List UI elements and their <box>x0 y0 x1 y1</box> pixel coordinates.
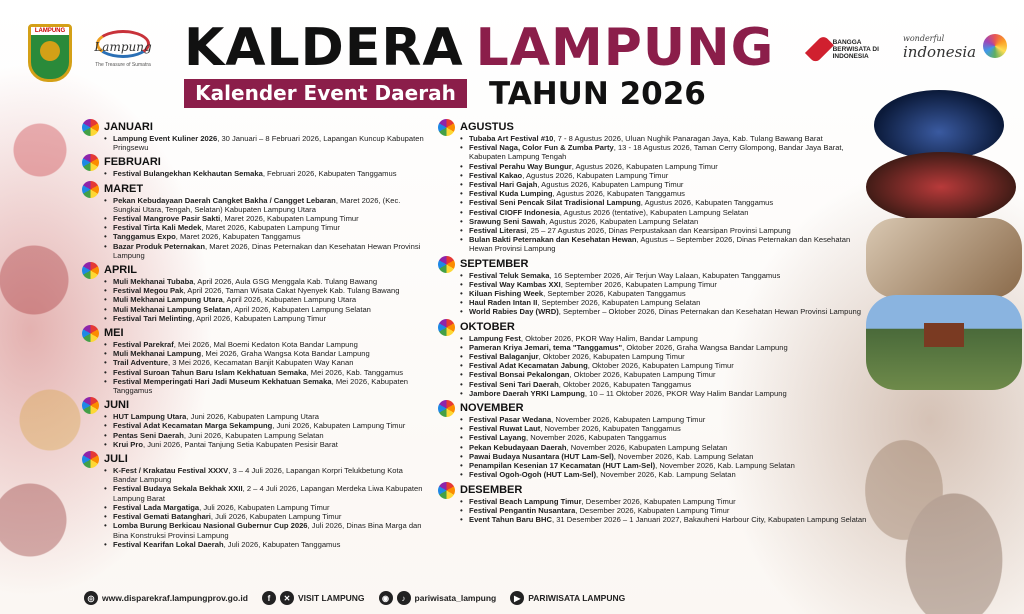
event-name: Event Tahun Baru BHC <box>469 514 552 524</box>
event-details: , Desember 2026, Kabupaten Lampung Timur <box>575 505 730 515</box>
event-list <box>460 134 868 254</box>
event-name: Festival CIOFF Indonesia <box>469 207 560 217</box>
tiktok-icon: ♪ <box>397 591 411 605</box>
flower-bullet-icon <box>82 181 99 198</box>
event-item <box>104 349 427 358</box>
month-heading: JANUARI <box>104 121 153 133</box>
event-details: , Maret 2026, Kabupaten Lampung Timur <box>201 223 340 233</box>
x-icon: ✕ <box>280 591 294 605</box>
month-block-agustus <box>438 120 868 254</box>
event-name: Festival Kakao <box>469 170 523 180</box>
traditional-house-photo <box>866 295 1022 390</box>
event-details: , November 2026, Kabupaten Tanggamus <box>540 424 681 434</box>
dance-performance-photo <box>874 90 1004 160</box>
event-item <box>104 521 427 539</box>
event-name: Festival Megou Pak <box>113 286 184 296</box>
event-details: , Oktober 2026, Kabupaten Tanggamus <box>558 379 692 389</box>
event-details: , Maret 2026, Kabupaten Lampung Timur <box>220 214 359 224</box>
event-item <box>460 361 868 370</box>
event-details: , Agustus 2026, Kabupaten Lampung Timur <box>537 180 684 190</box>
event-item <box>460 162 868 171</box>
event-details: , Oktober 2026, Kabupaten Lampung Timur <box>538 352 685 362</box>
month-heading: AGUSTUS <box>460 121 514 133</box>
event-name: Kiluan Fishing Week <box>469 289 544 299</box>
event-list <box>104 340 427 395</box>
event-item <box>104 314 427 323</box>
month-heading: FEBRUARI <box>104 156 161 169</box>
month-block-april <box>82 263 427 323</box>
event-details: , November 2026, Kabupaten Tanggamus <box>525 433 667 443</box>
flower-bullet-icon <box>438 400 455 417</box>
event-name: Festival Naga, Color Fun & Zumba Party <box>469 143 614 153</box>
month-block-mei <box>82 326 427 395</box>
event-details: , Maret 2026, Dinas Peternakan dan Kesehatan Hewan Provinsi Lampung <box>113 241 421 260</box>
event-details: , Oktober 2026, PKOR Way Halim, Bandar Lampung <box>520 333 698 343</box>
event-details: , September 2026, Kabupaten Tanggamus <box>543 289 686 299</box>
flower-bullet-icon <box>82 119 99 136</box>
subtitle-banner: Kalender Event Daerah <box>184 79 467 108</box>
event-item <box>460 189 868 198</box>
photo-collage <box>866 90 1022 390</box>
event-item <box>460 461 868 470</box>
event-name: Festival Seni Pencak Silat Tradisional Lampung <box>469 198 641 208</box>
title-kaldera: KALDERA <box>184 18 464 78</box>
event-name: Festival Teluk Semaka <box>469 270 550 280</box>
footer <box>0 586 860 610</box>
event-item <box>104 295 427 304</box>
event-item <box>460 443 868 452</box>
event-name: Tanggamus Expo <box>113 232 176 242</box>
event-item <box>460 380 868 389</box>
event-name: Festival Tari Melinting <box>113 313 193 323</box>
event-details: , Maret 2026, Kabupaten Tanggamus <box>175 232 301 242</box>
event-item <box>104 412 427 421</box>
month-block-juli <box>82 452 427 549</box>
event-name: Tubaba Art Festival #10 <box>469 134 554 143</box>
event-name: Haul Raden Intan II <box>469 298 538 308</box>
event-details: , Agustus 2026, Kabupaten Lampung Selatan <box>545 216 699 226</box>
flower-bullet-icon <box>438 482 455 499</box>
event-item <box>104 440 427 449</box>
event-details: , 25 – 27 Agustus 2026, Dinas Perpustakaan dan Kearsipan Provinsi Lampung <box>526 226 791 236</box>
event-list <box>104 466 427 549</box>
event-item <box>460 298 868 307</box>
globe-icon: ◎ <box>84 591 98 605</box>
event-name: Jambore Daerah YRKI Lampung <box>469 388 585 398</box>
event-details: , Maret 2026, (Kec. Sungkai Utara, Tengah, Selatan) Kabupaten Lampung Utara <box>113 195 401 214</box>
bangga-berwisata-logo <box>812 28 897 70</box>
event-name: Festival Parekraf <box>113 340 174 350</box>
event-item <box>460 235 868 253</box>
event-name: Pameran Kriya Jemari, tema "Tanggamus" <box>469 342 623 352</box>
event-name: Festival Kuda Lumping <box>469 189 553 199</box>
event-item <box>460 352 868 361</box>
event-list <box>460 497 868 525</box>
month-block-oktober <box>438 320 868 398</box>
event-name: Festival Pasar Wedana <box>469 415 552 425</box>
wonderful-indonesia-logo <box>903 34 1007 66</box>
event-item <box>460 198 868 207</box>
event-details: , Agustus 2026 (tentative), Kabupaten Lampung Selatan <box>559 207 749 217</box>
event-item <box>460 134 868 143</box>
heart-icon <box>805 35 834 64</box>
event-details: , Mei 2026, Mal Boemi Kedaton Kota Bandar Lampung <box>173 340 358 350</box>
youtube-icon: ▶ <box>510 591 524 605</box>
event-details: , 10 – 11 Oktober 2026, PKOR Way Halim Bandar Lampung <box>584 388 787 398</box>
event-item <box>460 280 868 289</box>
event-details: , Oktober 2026, Kabupaten Lampung Timur <box>587 361 734 371</box>
footer-website-text: www.disparekraf.lampungprov.go.id <box>102 593 248 603</box>
month-block-januari <box>82 120 427 152</box>
event-name: Festival Memperingati Hari Jadi Museum Kekhatuan Semaka <box>113 376 332 386</box>
event-item <box>104 277 427 286</box>
province-emblem-logo <box>28 24 72 82</box>
flower-bullet-icon <box>438 119 455 136</box>
event-details: , April 2026, Kabupaten Lampung Utara <box>222 295 357 305</box>
event-details: , 16 September 2026, Air Terjun Way Lalaan, Kabupaten Tanggamus <box>549 270 781 280</box>
event-details: , September 2026, Kabupaten Lampung Selatan <box>537 298 701 308</box>
event-name: Festival Pengantin Nusantara <box>469 505 576 515</box>
flower-bullet-icon <box>438 256 455 273</box>
event-item <box>460 343 868 352</box>
flower-bullet-icon <box>82 262 99 279</box>
event-item <box>104 196 427 214</box>
flower-bullet-icon <box>82 451 99 468</box>
event-name: Festival Perahu Way Bungur <box>469 161 572 171</box>
month-heading: SEPTEMBER <box>460 257 529 270</box>
event-name: World Rabies Day (WRD) <box>469 307 559 317</box>
event-item <box>104 377 427 395</box>
event-details: , Juli 2026, Kabupaten Tanggamus <box>223 539 341 549</box>
parade-crowd-photo <box>866 152 1016 222</box>
event-name: Festival Beach Lampung Timur <box>469 496 582 506</box>
event-name: Festival Bonsai Pekalongan <box>469 370 570 380</box>
event-item <box>104 286 427 295</box>
event-details: , 2 – 4 Juli 2026, Lapangan Merdeka Liwa Kabupaten Lampung Barat <box>113 484 423 503</box>
instagram-icon: ◉ <box>379 591 393 605</box>
wi-top-text: wonderful <box>903 34 945 43</box>
event-details: , Juni 2026, Kabupaten Lampung Timur <box>272 421 406 431</box>
event-list <box>104 169 427 178</box>
event-name: Festival Way Kambas XXI <box>469 279 561 289</box>
event-item <box>104 540 427 549</box>
event-name: Festival Suroan Tahun Baru Islam Kekhatuan Semaka <box>113 367 307 377</box>
event-item <box>104 431 427 440</box>
event-name: Festival Gemati Batanghari <box>113 512 211 522</box>
event-details: , Mei 2026, Kabupaten Tanggamus <box>113 376 409 396</box>
event-item <box>104 134 427 152</box>
month-heading: DESEMBER <box>460 483 523 496</box>
event-name: Festival Adat Kecamatan Jabung <box>469 361 588 371</box>
event-details: , Agustus 2026, Kabupaten Tanggamus <box>552 189 685 199</box>
event-details: , 31 Desember 2026 – 1 Januari 2027, Bakauheni Harbour City, Kabupaten Lampung Selatan <box>551 514 867 524</box>
event-details: , Februari 2026, Kabupaten Tanggamus <box>262 169 397 179</box>
event-details: , September 2026, Kabupaten Lampung Timur <box>560 279 717 289</box>
event-name: Lampung Event Kuliner 2026 <box>113 134 218 143</box>
event-details: , Juli 2026, Kabupaten Lampung Timur <box>199 502 330 512</box>
event-item <box>104 232 427 241</box>
event-details: , 3 – 4 Juli 2026, Lapangan Korpri Telukbetung Kota Bandar Lampung <box>113 466 403 485</box>
event-item <box>104 223 427 232</box>
flower-bullet-icon <box>438 319 455 336</box>
event-name: Bazar Produk Peternakan <box>113 241 206 251</box>
event-name: Pekan Kebudayaan Daerah Cangket Bakha / Cangget Lebaran <box>113 195 336 205</box>
event-item <box>460 180 868 189</box>
event-name: Festival Literasi <box>469 226 527 236</box>
event-details: , Juli 2026, Dinas Bina Marga dan Bina Konstruksi Provinsi Lampung <box>113 521 422 540</box>
event-name: Festival Kearifan Lokal Daerah <box>113 539 224 549</box>
event-item <box>460 271 868 280</box>
event-name: Pekan Kebudayaan Daerah <box>469 442 567 452</box>
event-item <box>104 242 427 260</box>
event-name: Srawung Seni Sawah <box>469 216 546 226</box>
event-item <box>104 358 427 367</box>
event-name: Bulan Bakti Peternakan dan Kesehatan Hewan <box>469 235 637 245</box>
event-item <box>460 289 868 298</box>
event-name: Festival Tirta Kali Medek <box>113 223 202 233</box>
event-details: , Agustus – September 2026, Dinas Peternakan dan Kesehatan Hewan Provinsi Lampung <box>469 235 851 254</box>
footer-visit-text: VISIT LAMPUNG <box>297 593 365 603</box>
event-details: , November 2026, Kabupaten Lampung Timur <box>551 415 706 425</box>
event-item <box>104 169 427 178</box>
event-name: Festival Hari Gajah <box>469 180 538 190</box>
event-item <box>104 503 427 512</box>
event-name: Festival Layang <box>469 433 526 443</box>
facebook-icon: f <box>262 591 276 605</box>
lampung-logo-tagline: The Treasure of Sumatra <box>95 62 151 68</box>
event-details: , September – Oktober 2026, Dinas Peternakan dan Kesehatan Hewan Provinsi Lampung <box>558 307 861 317</box>
footer-social-visit[interactable] <box>262 591 365 605</box>
calendar-column-right <box>438 120 868 527</box>
month-heading: MEI <box>104 327 124 340</box>
event-item <box>460 506 868 515</box>
month-heading: JULI <box>104 453 128 466</box>
event-details: , April 2026, Kabupaten Lampung Timur <box>192 313 327 323</box>
footer-social-instagram[interactable] <box>379 591 497 605</box>
event-name: Muli Mekhanai Lampung Selatan <box>113 304 231 314</box>
footer-youtube-text: PARIWISATA LAMPUNG <box>528 593 626 603</box>
event-name: Festival Seni Tari Daerah <box>469 379 559 389</box>
event-name: Penampilan Kesenian 17 Kecamatan (HUT Lam-Sel) <box>469 461 656 471</box>
left-cultural-background <box>0 60 90 560</box>
event-item <box>460 470 868 479</box>
event-details: , 3 Mei 2026, Kecamatan Banjit Kabupaten Way Kanan <box>168 358 354 368</box>
event-details: , Juni 2026, Kabupaten Lampung Utara <box>186 412 319 422</box>
event-name: Pawai Budaya Nusantara (HUT Lam-Sel) <box>469 451 614 461</box>
event-name: Festival Ogoh-Ogoh (HUT Lam-Sel) <box>469 470 596 480</box>
event-details: , Mei 2026, Graha Wangsa Kota Bandar Lampung <box>201 349 370 359</box>
month-block-maret <box>82 182 427 260</box>
event-item <box>460 171 868 180</box>
event-name: Muli Mekhanai Lampung Utara <box>113 295 223 305</box>
event-name: Lampung Fest <box>469 333 521 343</box>
event-name: HUT Lampung Utara <box>113 412 187 422</box>
event-details: , Mei 2026, Kab. Tanggamus <box>306 367 404 377</box>
event-name: Festival Budaya Sekala Bekhak XXII <box>113 484 243 494</box>
page-title <box>184 18 775 78</box>
month-block-desember <box>438 483 868 525</box>
event-list <box>460 271 868 317</box>
wi-bottom-text: indonesia <box>903 43 977 61</box>
event-details: , April 2026, Taman Wisata Cakat Nyenyek Kab. Tulang Bawang <box>183 286 400 296</box>
event-name: K-Fest / Krakatau Festival XXXV <box>113 466 229 476</box>
event-item <box>104 214 427 223</box>
month-block-februari <box>82 155 427 178</box>
month-block-november <box>438 401 868 479</box>
event-details: , November 2026, Kab. Lampung Selatan <box>596 470 736 480</box>
event-list <box>460 415 868 479</box>
month-block-juni <box>82 398 427 449</box>
event-item <box>460 143 868 161</box>
flower-bullet-icon <box>82 397 99 414</box>
calendar-column-left <box>82 120 427 552</box>
year-label: TAHUN 2026 <box>489 76 706 112</box>
lampung-tourism-logo <box>86 30 160 78</box>
event-name: Festival Bulangekhan Kekhautan Semaka <box>113 169 263 179</box>
event-list <box>104 134 427 152</box>
event-item <box>104 368 427 377</box>
event-details: , Agustus 2026, Kabupaten Lampung Timur <box>571 161 718 171</box>
event-item <box>460 334 868 343</box>
event-item <box>460 226 868 235</box>
event-item <box>460 217 868 226</box>
event-item <box>460 307 868 316</box>
event-item <box>104 305 427 314</box>
event-name: Muli Mekhanai Tubaba <box>113 277 194 287</box>
event-item <box>460 424 868 433</box>
event-details: , Desember 2026, Kabupaten Lampung Timur <box>581 496 736 506</box>
bangga-logo-text: BANGGA BERWISATA DI INDONESIA <box>832 38 879 60</box>
event-name: Pentas Seni Daerah <box>113 430 184 440</box>
event-name: Festival Lada Margatiga <box>113 502 200 512</box>
event-details: , November 2026, Kab. Lampung Selatan <box>613 451 754 461</box>
flower-bullet-icon <box>82 325 99 342</box>
event-item <box>104 421 427 430</box>
month-heading: MARET <box>104 182 144 195</box>
footer-website[interactable] <box>84 591 248 605</box>
event-item <box>460 415 868 424</box>
event-item <box>460 515 868 524</box>
event-details: , Juni 2026, Kabupaten Lampung Selatan <box>183 430 324 440</box>
event-details: , 7 - 8 Agustus 2026, Uluan Nughik Panaragan Jaya, Kab. Tulang Bawang Barat <box>553 134 823 143</box>
month-block-september <box>438 257 868 317</box>
event-item <box>460 389 868 398</box>
event-details: , 13 - 18 Agustus 2026, Taman Cerry Glompong, Bandar Jaya Barat, Kabupaten Lampung Tengah <box>469 143 844 162</box>
event-details: , Juni 2026, Pantai Tanjung Setia Kabupaten Pesisir Barat <box>142 439 338 449</box>
event-item <box>460 497 868 506</box>
event-item <box>104 512 427 521</box>
event-list <box>104 412 427 449</box>
event-details: , April 2026, Kabupaten Lampung Selatan <box>230 304 371 314</box>
event-item <box>104 340 427 349</box>
craft-exhibition-photo <box>866 218 1022 298</box>
month-heading: OKTOBER <box>460 320 515 333</box>
event-name: Krui Pro <box>113 439 143 449</box>
event-name: Festival Adat Kecamatan Marga Sekampung <box>113 421 273 431</box>
event-list <box>460 334 868 398</box>
event-item <box>460 433 868 442</box>
footer-instagram-text: pariwisata_lampung <box>414 593 497 603</box>
event-name: Festival Balaganjur <box>469 352 539 362</box>
month-heading: JUNI <box>104 399 130 412</box>
footer-social-youtube[interactable] <box>510 591 625 605</box>
event-details: , 30 Januari – 8 Februari 2026, Lapangan Kuncup Kabupaten Pringsewu <box>113 134 424 153</box>
lampung-logo-text: Lampung <box>94 40 152 54</box>
event-name: Festival Ruwat Laut <box>469 424 541 434</box>
wi-flower-icon <box>983 34 1007 58</box>
event-details: , November 2026, Kab. Lampung Selatan <box>655 461 795 471</box>
event-item <box>460 208 868 217</box>
event-name: Muli Mekhanai Lampung <box>113 349 202 359</box>
house-icon <box>924 323 964 347</box>
event-details: , Juli 2026, Kabupaten Lampung Timur <box>210 512 342 522</box>
event-details: , Oktober 2026, Kabupaten Lampung Timur <box>569 370 716 380</box>
event-details: , Agustus 2026, Kabupaten Lampung Timur <box>522 170 669 180</box>
event-details: , April 2026, Aula GSG Menggala Kab. Tulang Bawang <box>193 277 378 287</box>
event-details: , Oktober 2026, Graha Wangsa Bandar Lampung <box>622 342 788 352</box>
province-emblem-caption: LAMPUNG <box>31 27 69 35</box>
flower-bullet-icon <box>82 154 99 171</box>
event-item <box>104 466 427 484</box>
title-lampung: LAMPUNG <box>475 18 775 78</box>
event-item <box>104 484 427 502</box>
event-name: Festival Mangrove Pasir Sakti <box>113 214 221 224</box>
month-heading: APRIL <box>104 264 137 277</box>
event-list <box>104 196 427 260</box>
emblem-shield-icon <box>40 41 60 61</box>
event-details: , November 2026, Kabupaten Lampung Selatan <box>566 442 728 452</box>
month-heading: NOVEMBER <box>460 402 524 415</box>
event-details: , Agustus 2026, Kabupaten Tanggamus <box>640 198 774 208</box>
event-name: Trail Adventure <box>113 358 168 368</box>
event-item <box>460 370 868 379</box>
event-item <box>460 452 868 461</box>
event-list <box>104 277 427 323</box>
event-name: Lomba Burung Berkicau Nasional Gubernur Cup 2026 <box>113 521 308 531</box>
